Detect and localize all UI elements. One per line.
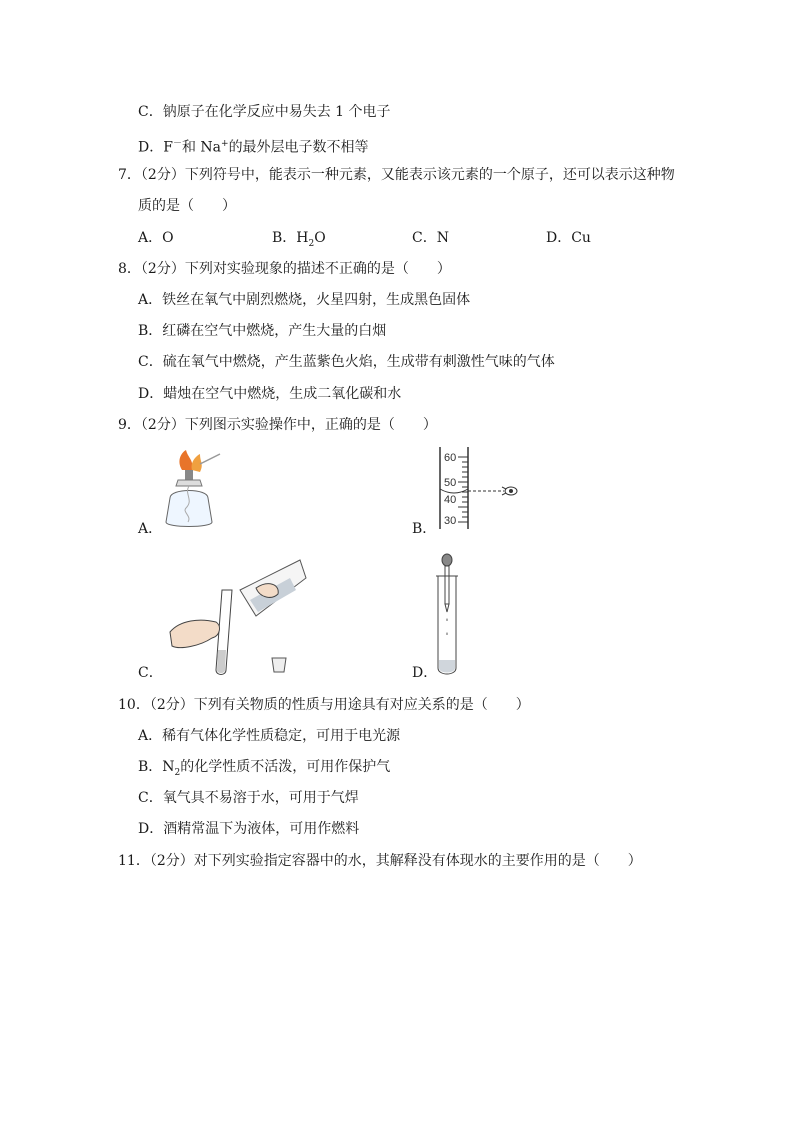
q6-option-d xyxy=(138,135,369,157)
q10-option-c: C．氧气具不易溶于水，可用于气焊 xyxy=(138,790,359,806)
q7-option-d: D．Cu xyxy=(546,230,591,246)
q7-option-b xyxy=(272,229,326,253)
q10-option-b-part2: 的化学性质不活泼，可用作保护气 xyxy=(180,759,391,775)
q10-stem: 10．（2分）下列有关物质的性质与用途具有对应关系的是（ ） xyxy=(118,697,530,713)
q7-option-c: C．N xyxy=(412,230,449,246)
dropper-figure xyxy=(432,552,462,678)
cylinder-tick-50: 50 xyxy=(444,477,457,489)
cylinder-tick-30: 30 xyxy=(444,515,457,527)
q6-option-d-sup1: － xyxy=(172,139,182,149)
alcohol-lamp-figure xyxy=(158,450,228,532)
q7-option-b-sub: 2 xyxy=(308,238,315,249)
q7-option-a: A．O xyxy=(138,230,174,246)
q9-stem: 9．（2分）下列图示实验操作中，正确的是（ ） xyxy=(118,417,437,433)
q10-option-a: A．稀有气体化学性质稳定，可用于电光源 xyxy=(138,728,401,744)
q6-option-d-part1: D．F xyxy=(138,139,173,156)
q10-option-b xyxy=(138,758,390,782)
pouring-liquid-figure xyxy=(160,550,310,680)
q7-stem-line1: 7．（2分）下列符号中，能表示一种元素，又能表示该元素的一个原子，还可以表示这种物 xyxy=(118,167,675,183)
q10-option-b-sub: 2 xyxy=(174,767,181,778)
q8-option-b: B．红磷在空气中燃烧，产生大量的白烟 xyxy=(138,323,387,339)
q6-option-d-part2: 和 Na xyxy=(181,139,222,156)
q6-option-d-sup2: + xyxy=(221,139,229,149)
q7-option-b-part2: O xyxy=(314,230,326,246)
q8-stem: 8．（2分）下列对实验现象的描述不正确的是（ ） xyxy=(118,261,451,277)
cylinder-tick-60: 60 xyxy=(444,452,457,464)
flame-right-icon xyxy=(192,454,202,472)
stopper-icon xyxy=(272,658,286,672)
q6-option-d-part3: 的最外层电子数不相等 xyxy=(228,139,369,156)
q9-label-b: B． xyxy=(412,521,437,537)
q9-label-c: C． xyxy=(138,665,163,681)
graduated-cylinder-figure xyxy=(432,445,522,533)
q6-option-c: C．钠原子在化学反应中易失去 1 个电子 xyxy=(138,104,391,120)
q10-option-d: D．酒精常温下为液体，可用作燃料 xyxy=(138,821,360,837)
q8-option-a: A．铁丝在氧气中剧烈燃烧，火星四射，生成黑色固体 xyxy=(138,292,471,308)
q7-stem-line2: 质的是（ ） xyxy=(138,198,236,214)
q7-option-b-part1: B．H xyxy=(272,230,309,246)
flame-left-icon xyxy=(179,450,192,470)
q8-option-d: D．蜡烛在空气中燃烧，生成二氧化碳和水 xyxy=(138,386,402,402)
left-hand-icon xyxy=(170,620,219,647)
q9-label-a: A． xyxy=(138,521,163,537)
cylinder-tick-40: 40 xyxy=(444,494,457,506)
q8-option-c: C．硫在氧气中燃烧，产生蓝紫色火焰，生成带有刺激性气味的气体 xyxy=(138,354,555,370)
dropper-bulb-icon xyxy=(442,554,452,566)
q11-stem: 11．（2分）对下列实验指定容器中的水，其解释没有体现水的主要作用的是（ ） xyxy=(118,853,642,869)
q9-label-d: D． xyxy=(412,665,438,681)
q10-option-b-part1: B．N xyxy=(138,759,175,775)
